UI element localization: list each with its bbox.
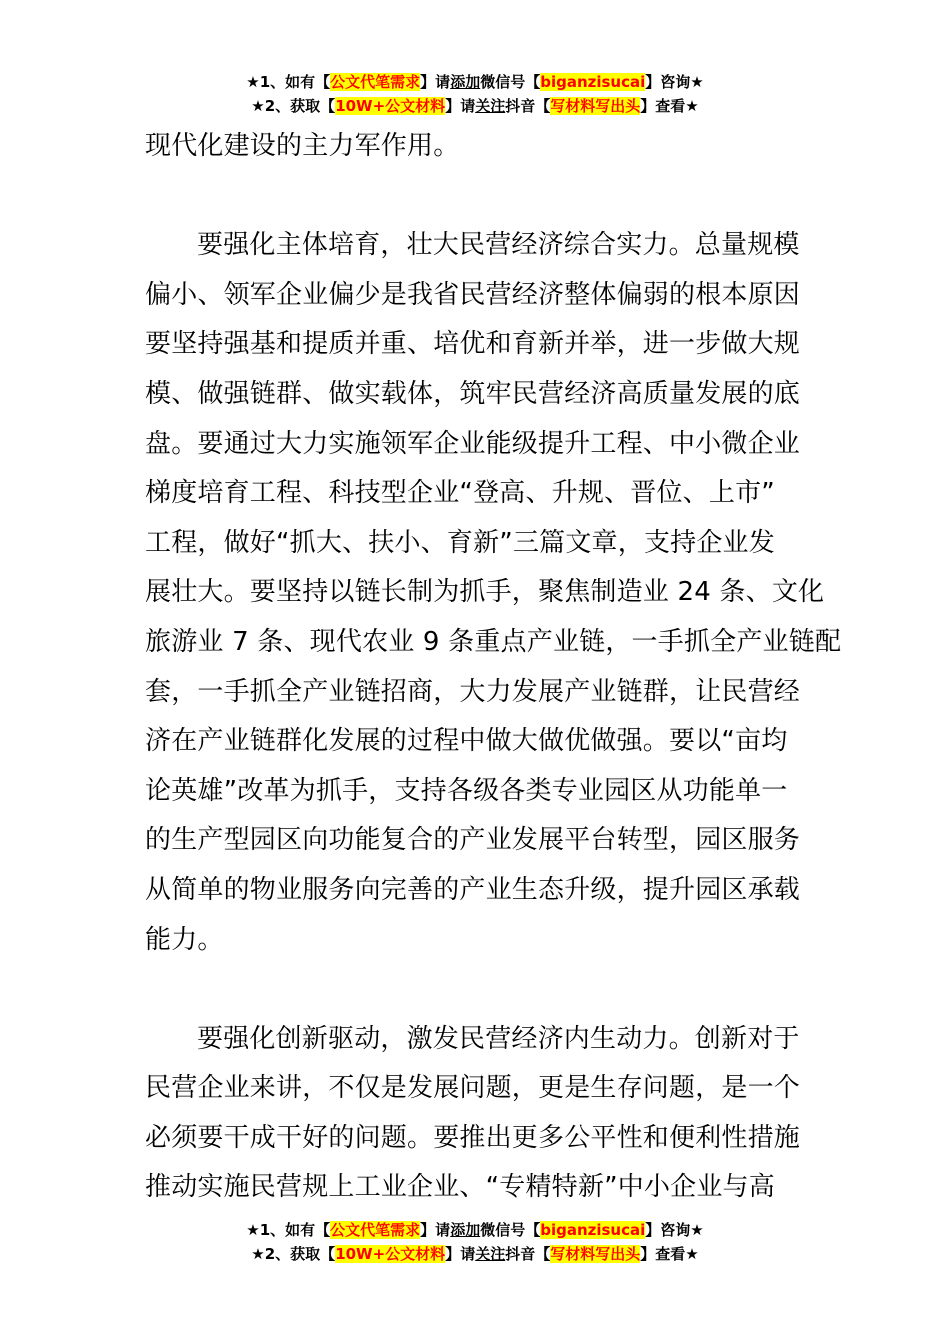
promo-underlined: 关注 [475,1245,506,1263]
promo-highlight: biganzisucai [540,1221,646,1239]
promo-highlight: 10W+公文材料 [335,1245,446,1263]
footer-promo-banner [0,1218,950,1266]
promo-text: 微信号【 [480,73,541,91]
text-line: 套，一手抓全产业链招商，大力发展产业链群，让民营经 [145,676,801,707]
promo-highlight: biganzisucai [540,73,646,91]
promo-underlined: 添加 [450,73,481,91]
promo-text: 】请 [445,97,476,115]
promo-underlined: 关注 [475,97,506,115]
text-line: 模、做强链群、做实载体，筑牢民营经济高质量发展的底 [145,378,801,409]
text-line: 的生产型园区向功能复合的产业发展平台转型，园区服务 [145,825,801,856]
promo-text: ★1、如有【 [246,1221,331,1239]
promo-text: 】查看★ [640,1245,699,1263]
text-line: 从简单的物业服务向完善的产业生态升级，提升园区承载 [145,874,801,905]
promo-text: 】请 [445,1245,476,1263]
paragraph-innovation-drive [145,1015,810,1213]
promo-text: 】咨询★ [645,73,704,91]
text-line: 要强化主体培育，壮大民营经济综合实力。总量规模 [197,230,800,261]
promo-line-2 [0,1242,950,1266]
text-line: 济在产业链群化发展的过程中做大做优做强。要以“亩均 [145,726,788,757]
paragraph-gap [145,172,810,222]
promo-text: ★2、获取【 [251,1245,336,1263]
promo-text: 微信号【 [480,1221,541,1239]
promo-text: 】请 [420,1221,451,1239]
text-line: 现代化建设的主力军作用。 [145,131,460,161]
promo-text: 】咨询★ [645,1221,704,1239]
text-line: 能力。 [145,924,224,955]
promo-text: ★2、获取【 [251,97,336,115]
promo-line-1 [0,1218,950,1242]
text-line: 梯度培育工程、科技型企业“登高、升规、晋位、上市” [145,478,775,509]
text-line: 民营企业来讲，不仅是发展问题，更是生存问题，是一个 [145,1073,801,1104]
text-line: 工程，做好“抓大、扶小、育新”三篇文章，支持企业发 [145,527,775,558]
promo-highlight: 10W+公文材料 [335,97,446,115]
header-promo-banner [0,70,950,118]
text-line: 要强化创新驱动，激发民营经济内生动力。创新对于 [197,1023,800,1054]
promo-highlight: 写材料写出头 [550,1245,641,1263]
text-line: 偏小、领军企业偏少是我省民营经济整体偏弱的根本原因 [145,279,801,310]
promo-text: 】查看★ [640,97,699,115]
text-line: 论英雄”改革为抓手，支持各级各类专业园区从功能单一 [145,775,788,806]
text-line: 要坚持强基和提质并重、培优和育新并举，进一步做大规 [145,329,801,360]
promo-text: ★1、如有【 [246,73,331,91]
promo-highlight: 公文代笔需求 [330,73,421,91]
promo-underlined: 添加 [450,1221,481,1239]
text-line: 旅游业 7 条、现代农业 9 条重点产业链，一手抓全产业链配 [145,626,842,657]
promo-highlight: 公文代笔需求 [330,1221,421,1239]
paragraph-subject-cultivation [145,221,842,965]
promo-line-1 [0,70,950,94]
promo-text: 抖音【 [505,97,551,115]
text-line: 必须要干成干好的问题。要推出更多公平性和便利性措施 [145,1122,801,1153]
text-line: 展壮大。要坚持以链长制为抓手，聚焦制造业 24 条、文化 [145,577,825,608]
promo-text: 抖音【 [505,1245,551,1263]
paragraph-continued [145,122,810,172]
document-body [145,122,842,1213]
promo-highlight: 写材料写出头 [550,97,641,115]
text-line: 盘。要通过大力实施领军企业能级提升工程、中小微企业 [145,428,801,459]
promo-line-2 [0,94,950,118]
paragraph-gap [145,965,810,1015]
promo-text: 】请 [420,73,451,91]
text-line: 推动实施民营规上工业企业、“专精特新”中小企业与高 [145,1172,775,1203]
